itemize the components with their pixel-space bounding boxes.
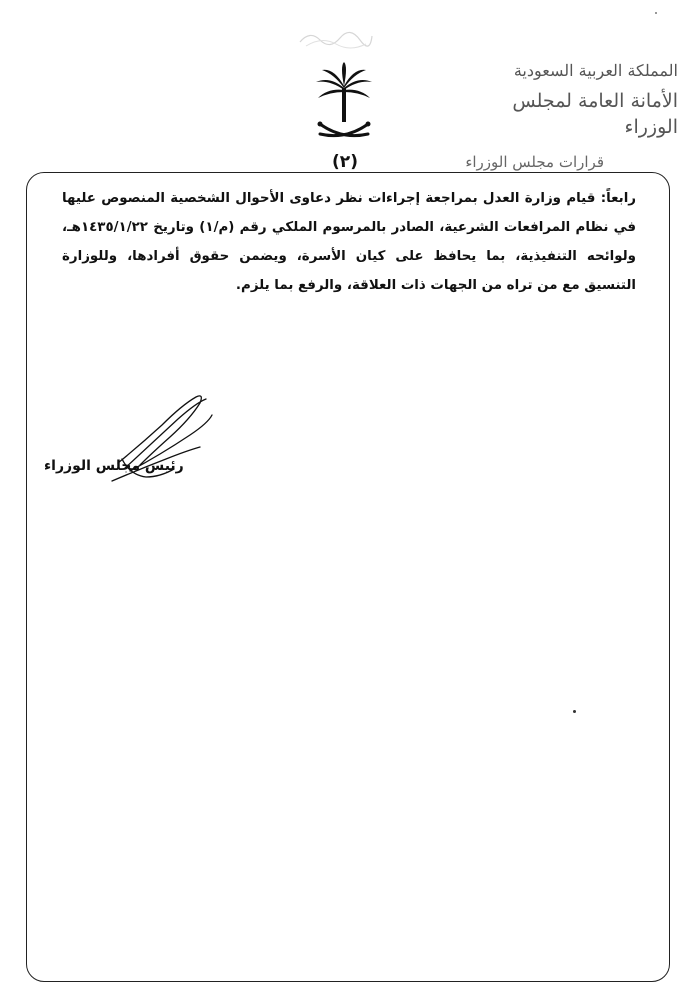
clause-text: قيام وزارة العدل بمراجعة إجراءات نظر دعاوى الأحوال الشخصية المنصوص عليها في نظام المرافعات الشرعية، الصادر بالمرسوم الملكي رقم (م/١) وتاريخ ١٤٣٥/١/٢٢هـ، ولوائحه التنفيذية، بما يحافظ على كيان الأسرة، ويضمن حقوق أفرادها، وللوزارة التنسيق مع من تراه من الجهات ذات العلاقة، والرفع بما يلزم.: [62, 191, 636, 293]
letterhead-kingdom: المملكة العربية السعودية: [513, 61, 678, 80]
council-decisions-label: قرارات مجلس الوزراء: [461, 153, 608, 171]
palm-and-swords-emblem-icon: [312, 62, 376, 148]
decision-text: [62, 184, 636, 300]
stray-mark: [655, 12, 657, 14]
signatory-title: رئيس مجلس الوزراء: [44, 458, 184, 474]
clause-label: رابعاً:: [600, 191, 636, 206]
faint-watermark: [296, 26, 376, 52]
page-number: (٢): [332, 152, 358, 172]
stray-mark: [573, 710, 576, 713]
handwritten-signature: [100, 385, 240, 495]
letterhead-secretariat: الأمانة العامة لمجلس الوزراء: [512, 90, 678, 138]
letterhead: [458, 60, 678, 140]
